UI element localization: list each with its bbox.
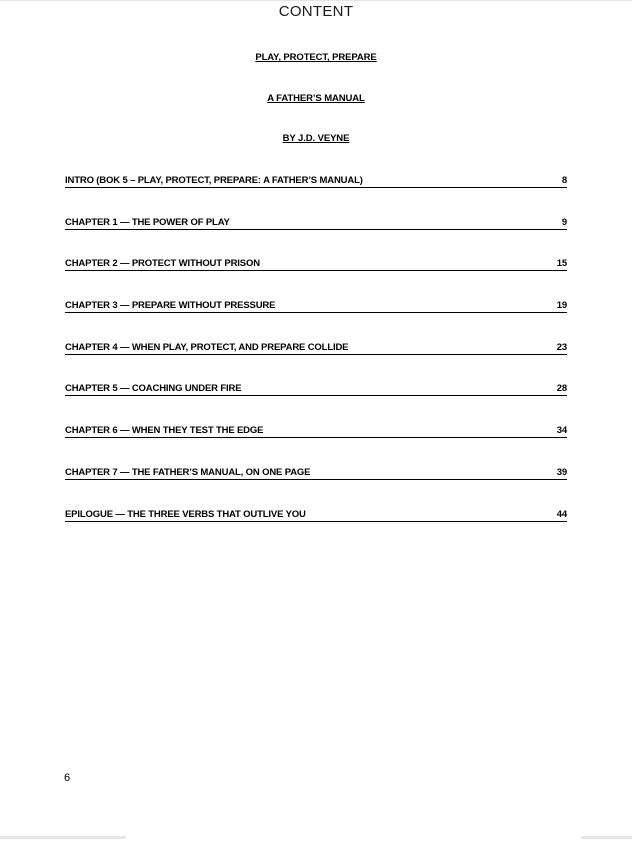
- page-edge-left: [0, 836, 126, 839]
- toc-entry-title: CHAPTER 7 — THE FATHER’S MANUAL, ON ONE PAGE: [65, 466, 311, 478]
- toc-entry-title: CHAPTER 2 — PROTECT WITHOUT PRISON: [65, 258, 260, 270]
- toc-entry-page: 34: [556, 425, 567, 437]
- toc-entry-title: CHAPTER 1 — THE POWER OF PLAY: [65, 216, 230, 228]
- book-author-line: [0, 133, 632, 144]
- toc-entry-chapter-5[interactable]: [65, 382, 567, 396]
- toc-entry-page: 23: [556, 341, 567, 353]
- toc-entry-title: INTRO (BOK 5 – PLAY, PROTECT, PREPARE: A FATHER’S MANUAL): [65, 175, 363, 186]
- page-heading: CONTENT: [278, 3, 354, 20]
- toc-entry-title: CHAPTER 6 — WHEN THEY TEST THE EDGE: [65, 425, 264, 437]
- toc-entry-page: 19: [556, 300, 567, 312]
- toc-entry-page: 44: [556, 508, 567, 520]
- toc-entry-page: 28: [556, 383, 567, 395]
- toc-entry-chapter-1[interactable]: [65, 216, 567, 230]
- book-author: BY J.D. VEYNE: [282, 133, 350, 144]
- toc-entry-title: CHAPTER 5 — COACHING UNDER FIRE: [65, 383, 242, 395]
- toc-entry-title: CHAPTER 4 — WHEN PLAY, PROTECT, AND PREPARE COLLIDE: [65, 341, 349, 353]
- page-edge-right: [581, 836, 632, 839]
- book-subtitle: A FATHER’S MANUAL: [267, 93, 365, 104]
- top-divider: [0, 0, 632, 1]
- toc-entry-page: 9: [561, 216, 567, 228]
- page-number: 6: [64, 772, 71, 784]
- toc-entry-page: 15: [556, 258, 567, 270]
- book-title-line: [0, 52, 632, 63]
- toc-entry-intro[interactable]: [65, 174, 567, 188]
- toc-entry-title: EPILOGUE — THE THREE VERBS THAT OUTLIVE YOU: [65, 508, 306, 520]
- toc-entry-page: 39: [556, 466, 567, 478]
- toc-entry-chapter-7[interactable]: [65, 466, 567, 480]
- book-subtitle-line: [0, 93, 632, 104]
- toc-entry-chapter-6[interactable]: [65, 424, 567, 438]
- toc-entry-title: CHAPTER 3 — PREPARE WITHOUT PRESSURE: [65, 300, 276, 312]
- book-title: PLAY, PROTECT, PREPARE: [255, 52, 377, 63]
- toc-entry-page: 8: [561, 175, 567, 186]
- toc-entry-chapter-4[interactable]: [65, 341, 567, 355]
- toc-entry-chapter-3[interactable]: [65, 299, 567, 313]
- table-of-contents: [65, 174, 567, 549]
- toc-entry-chapter-2[interactable]: [65, 257, 567, 271]
- toc-entry-epilogue[interactable]: [65, 508, 567, 522]
